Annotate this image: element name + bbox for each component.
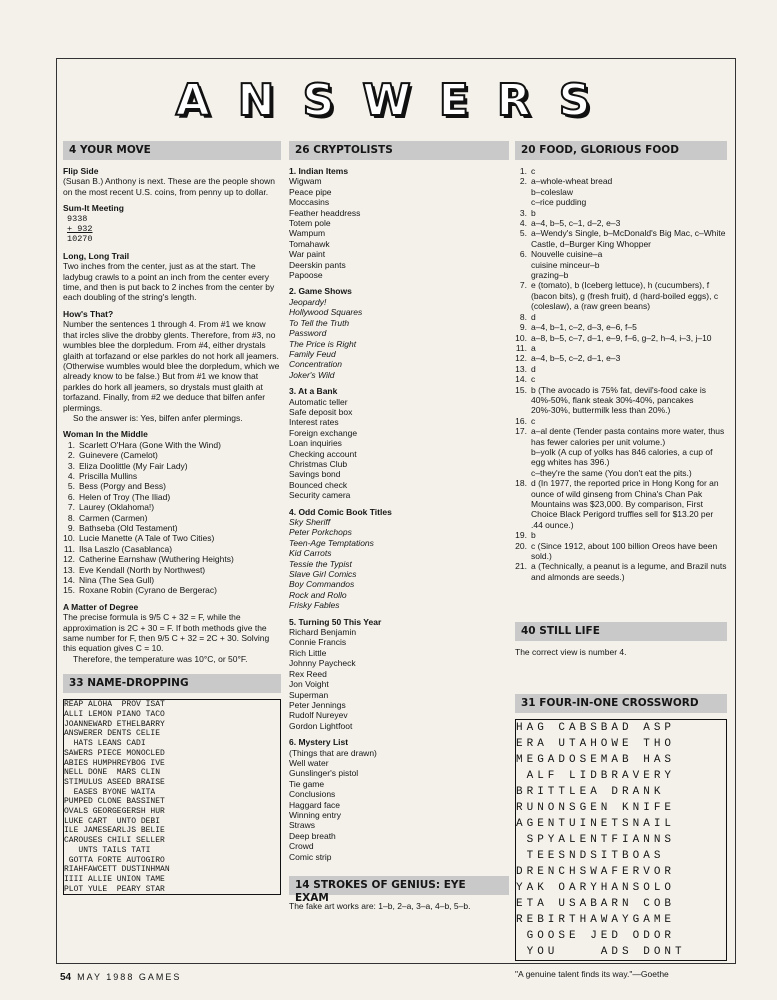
- list-item: [63, 513, 281, 523]
- cryptolist-item: Straws: [289, 820, 315, 831]
- answer-line: grazing–b: [531, 270, 569, 281]
- page-number: 54: [60, 972, 72, 983]
- grid-row: AGENTUINETSNAIL: [516, 817, 676, 830]
- grid-row: UNTS TAILS TATI: [64, 845, 165, 855]
- sum-line: 9338: [67, 213, 88, 224]
- grid-row: ERA UTAHOWE THO: [516, 737, 676, 750]
- list-text: Roxane Robin (Cyrano de Bergerac): [79, 585, 217, 596]
- sum-line: 10270: [67, 234, 93, 245]
- issue-line: MAY 1988 GAMES: [77, 972, 182, 982]
- answer-number: 20.: [515, 540, 527, 551]
- list-text: Ilsa Laszlo (Casablanca): [79, 543, 173, 554]
- food-answer: [515, 478, 727, 530]
- cryptolist-item: Teen-Age Temptations: [289, 537, 374, 548]
- cryptolist-item: Jeopardy!: [289, 296, 327, 307]
- grid-row: ANSWERER DENTS CELIE: [64, 729, 165, 739]
- section-header-food: 20 FOOD, GLORIOUS FOOD: [515, 141, 727, 160]
- cryptolist-item: Hollywood Squares: [289, 307, 363, 318]
- section-header-crossword: 31 FOUR-IN-ONE CROSSWORD: [515, 694, 727, 713]
- cryptolist-item: Wampum: [289, 228, 326, 239]
- cryptolist-item: Totem pole: [289, 218, 331, 229]
- cryptolist-item: Johnny Paycheck: [289, 658, 356, 669]
- cryptolist-item: Gunslinger's pistol: [289, 768, 359, 779]
- answer-line: d: [531, 363, 536, 374]
- answer-line: d: [531, 311, 536, 322]
- cryptolist-item: Peter Porkchops: [289, 527, 352, 538]
- grid-row: OVALS GEORGEGERSH HUR: [64, 807, 165, 817]
- grid-row: REAP ALOHA PROV ISAT: [64, 700, 165, 710]
- food-answer: [515, 176, 727, 207]
- flip-side-title: Flip Side: [63, 166, 99, 176]
- list-number: 12.: [63, 554, 75, 565]
- answer-line: c: [531, 374, 536, 385]
- cryptolist-item: Kid Carrots: [289, 548, 332, 559]
- food-answer: [515, 385, 727, 416]
- answer-line: a–4, b–1, c–2, d–3, e–6, f–5: [531, 322, 637, 333]
- answer-number: 12.: [515, 353, 527, 364]
- list-number: 13.: [63, 564, 75, 575]
- grid-row: YAK OARYHANSOLO: [516, 881, 676, 894]
- answer-number: 16.: [515, 415, 527, 426]
- list-item: [63, 450, 281, 460]
- grid-row: JOANNEWARD ETHELBARRY: [64, 719, 165, 729]
- cryptolist-item: Papoose: [289, 270, 323, 281]
- list-item: [63, 523, 281, 533]
- grid-row: ILE JAMESEARLJS BELIE: [64, 826, 165, 836]
- cryptolist-item: Boy Commandos: [289, 579, 355, 590]
- list-text: Helen of Troy (The Iliad): [79, 491, 171, 502]
- grid-row: BRITTLEA DRANK: [516, 785, 676, 798]
- four-in-one-crossword-grid: [515, 719, 727, 961]
- sum-it-title: Sum-It Meeting: [63, 203, 124, 214]
- list-item: [63, 440, 281, 450]
- grid-row: STIMULUS ASEED BRAISE: [64, 777, 165, 787]
- list-text: Catherine Earnshaw (Wuthering Heights): [79, 554, 234, 565]
- food-answer: [515, 364, 727, 374]
- cryptolist-item: Tomahawk: [289, 238, 330, 249]
- answer-line: c: [531, 415, 536, 426]
- grid-row: ABIES HUMPHREYBOG IVE: [64, 758, 165, 768]
- cryptolist-item: To Tell the Truth: [289, 317, 350, 328]
- grid-row: HATS LEANS CADI: [64, 739, 165, 749]
- cryptolist-item: Sky Sheriff: [289, 517, 331, 527]
- food-answer: [515, 343, 727, 353]
- cryptolist-item: Moccasins: [289, 197, 330, 208]
- answer-line: b (The avocado is 75% fat, devil's-food cake is 40%-50%, flank steak 30%-40%, pancakes 20%-30%, buttermilk less than 20%.): [531, 384, 707, 416]
- answer-number: 15.: [515, 384, 527, 395]
- grid-row: TEESNDSITBOAS: [516, 849, 676, 862]
- food-answer: [515, 530, 727, 540]
- woman-middle-title: Woman In the Middle: [63, 429, 148, 440]
- cryptolist-item: Crowd: [289, 841, 314, 852]
- cryptolist-item: Frisky Fables: [289, 600, 340, 611]
- answer-line: c–they're the same (You don't eat the pits.): [531, 467, 692, 478]
- list-number: 6.: [67, 491, 75, 502]
- list-item: [63, 544, 281, 554]
- long-trail-title: Long, Long Trail: [63, 250, 130, 261]
- list-number: 5.: [67, 481, 75, 492]
- hows-that-title: How's That?: [63, 308, 114, 319]
- degree-answer: Therefore, the temperature was 10°C, or 50°F.: [73, 653, 248, 664]
- food-answer: [515, 208, 727, 218]
- cryptolist-item: Password: [289, 328, 327, 339]
- cryptolist-item: Rudolf Nureyev: [289, 710, 348, 721]
- list-number: 7.: [67, 502, 75, 513]
- cryptolist-title: 6. Mystery List: [289, 737, 349, 748]
- grid-row: YOU ADS DONT: [516, 945, 686, 958]
- answer-line: a (Technically, a peanut is a legume, and Brazil nuts and almonds are seeds.): [531, 561, 727, 582]
- cryptolist-title: 2. Game Shows: [289, 286, 352, 297]
- answer-number: 4.: [519, 218, 527, 229]
- cryptolist-item: Connie Francis: [289, 637, 347, 648]
- food-answer: [515, 166, 727, 176]
- list-item: [63, 554, 281, 564]
- cryptolist-item: Feather headdress: [289, 207, 361, 218]
- food-answer: [515, 561, 727, 582]
- cryptolist-title: 5. Turning 50 This Year: [289, 616, 382, 627]
- cryptolist-item: Foreign exchange: [289, 427, 358, 438]
- answer-line: cuisine minceur–b: [531, 259, 600, 270]
- answer-line: Nouvelle cuisine–a: [531, 249, 603, 260]
- answer-line: a–al dente (Tender pasta contains more water, thus has fewer calories per unit volume.): [531, 426, 725, 447]
- list-item: [63, 492, 281, 502]
- grid-row: MEGADOSEMAB HAS: [516, 753, 676, 766]
- cryptolist-item: Well water: [289, 757, 329, 768]
- cryptolist-item: Savings bond: [289, 469, 341, 480]
- cryptolist-item: Security camera: [289, 490, 351, 501]
- list-number: 14.: [63, 575, 75, 586]
- grid-row: ALLI LEMON PIANO TACO: [64, 709, 165, 719]
- page-title: ANSWERS: [175, 75, 619, 126]
- section-header-still-life: 40 STILL LIFE: [515, 622, 727, 641]
- food-answer: [515, 228, 727, 249]
- food-answer: [515, 426, 727, 478]
- answer-line: b–yolk (A cup of yolks has 846 calories, a cup of egg whites has 396.): [531, 446, 713, 468]
- cryptolist-item: Deep breath: [289, 830, 336, 841]
- cryptolist-item: Joker's Wild: [289, 369, 335, 380]
- answer-number: 11.: [515, 342, 527, 353]
- cryptolist-item: Richard Benjamin: [289, 627, 357, 638]
- grid-row: RUNONSGEN KNIFE: [516, 801, 676, 814]
- list-number: 1.: [67, 439, 75, 450]
- cryptolist-item: Winning entry: [289, 809, 341, 820]
- list-text: Scarlett O'Hara (Gone With the Wind): [79, 439, 221, 450]
- answer-line: c–rice pudding: [531, 197, 587, 208]
- strokes-text: The fake art works are: 1–b, 2–a, 3–a, 4–b, 5–b.: [289, 901, 471, 911]
- section-header-strokes: 14 STROKES OF GENIUS: EYE EXAM: [289, 876, 509, 895]
- food-answer: [515, 353, 727, 363]
- answer-line: e (tomato), b (Iceberg lettuce), h (cucumbers), f (bacon bits), g (fresh fruit), d (hard-boiled eggs), c (coleslaw), a (raw green beans): [531, 280, 719, 312]
- list-item: [63, 575, 281, 585]
- degree-text: The precise formula is 9/5 C + 32 = F, while the approximation is 2C + 30 = F. If both methods give the same number for F, then 9/5 C + 32 = 2C + 30. Solving this equation gives C = 10.: [63, 612, 270, 654]
- list-number: 10.: [63, 533, 75, 544]
- cryptolist-item: Superman: [289, 689, 329, 700]
- grid-row: GOOSE JED ODOR: [516, 929, 676, 942]
- list-number: 3.: [67, 460, 75, 471]
- list-number: 9.: [67, 523, 75, 533]
- hows-that-text: Number the sentences 1 through 4. From #1 we know that ircles slive the drobby glents. Therefore, from #3, no wumbles blee the dorpledum. From #4, either drystals glaith at torfazand or else parkles do not hork all jeamers. (Otherwise wumbles would blee the dorpledum, which we already know to be false.) But from #1 we know that parkles do hork all jeamers, so drystals must glaith at torfazand. Finally, from #2 we deduce that bilfen anfer plermings.: [63, 319, 280, 413]
- grid-row: PUMPED CLONE BASSINET: [64, 797, 165, 807]
- cryptolists-sections: [289, 166, 509, 862]
- grid-row: GOTTA FORTE AUTOGIRO: [64, 855, 165, 865]
- sum-it-answer: [63, 214, 281, 245]
- name-dropping-grid: [63, 699, 281, 895]
- list-item: [63, 481, 281, 491]
- column-right: [515, 141, 727, 979]
- list-number: 4.: [67, 470, 75, 481]
- list-item: [63, 461, 281, 471]
- list-item: [63, 533, 281, 543]
- cryptolist-item: War paint: [289, 249, 326, 260]
- hows-that-answer: So the answer is: Yes, bilfen anfer plermings.: [73, 412, 243, 423]
- food-answer: [515, 374, 727, 384]
- grid-row: PLOT YULE PEARY STAR: [64, 884, 165, 894]
- list-number: 15.: [63, 585, 75, 596]
- list-item: [63, 502, 281, 512]
- answer-line: c: [531, 166, 536, 176]
- cryptolist-item: Haggard face: [289, 799, 341, 810]
- answer-number: 13.: [515, 363, 527, 374]
- answer-line: b–coleslaw: [531, 186, 574, 197]
- list-text: Lucie Manette (A Tale of Two Cities): [79, 533, 215, 544]
- list-number: 8.: [67, 512, 75, 523]
- cryptolist-item: Tie game: [289, 778, 325, 789]
- cryptolist-item: Checking account: [289, 448, 357, 459]
- grid-row: CAROUSES CHILI SELLER: [64, 836, 165, 846]
- list-item: [63, 585, 281, 595]
- answer-number: 1.: [519, 166, 527, 176]
- cryptolist-title: 1. Indian Items: [289, 166, 349, 176]
- grid-row: ALF LIDBRAVERY: [516, 769, 676, 782]
- cryptolist-item: Comic strip: [289, 851, 332, 862]
- cryptolist-item: Rich Little: [289, 647, 327, 658]
- list-text: Bathseba (Old Testament): [79, 523, 178, 533]
- grid-row: HAG CABSBAD ASP: [516, 721, 676, 734]
- answer-number: 19.: [515, 530, 527, 541]
- answer-number: 7.: [519, 280, 527, 291]
- grid-row: LUKE CART UNTO DEBI: [64, 816, 165, 826]
- grid-row: RIAHFAWCETT DUSTINHMAN: [64, 865, 170, 875]
- answer-number: 9.: [519, 322, 527, 333]
- still-life-text: The correct view is number 4.: [515, 647, 627, 658]
- section-header-name-dropping: 33 NAME-DROPPING: [63, 674, 281, 693]
- answer-line: a–Wendy's Single, b–McDonald's Big Mac, c–White Castle, d–Burger King Whopper: [531, 228, 726, 249]
- food-answer-list: [515, 166, 727, 582]
- list-text: Guinevere (Camelot): [79, 450, 158, 461]
- cryptolist-item: Loan inquiries: [289, 438, 342, 449]
- answer-line: a–whole-wheat bread: [531, 176, 613, 187]
- section-header-your-move: 4 YOUR MOVE: [63, 141, 281, 160]
- grid-row: SPYALENTFIANNS: [516, 833, 676, 846]
- food-answer: [515, 218, 727, 228]
- cryptolist-item: Peter Jennings: [289, 699, 346, 710]
- cryptolist-item: Rock and Rollo: [289, 589, 347, 600]
- woman-middle-list: [63, 440, 281, 596]
- cryptolist-item: Conclusions: [289, 789, 336, 800]
- answer-line: a: [531, 342, 536, 353]
- grid-row: REBIRTHAWAYGAME: [516, 913, 676, 926]
- food-answer: [515, 322, 727, 332]
- food-answer: [515, 541, 727, 562]
- column-left: [63, 141, 281, 895]
- long-trail-text: Two inches from the center, just as at the start. The ladybug crawls to a point an inch from the center every time, and then is put back to 2 inches from the center by each doubling of the string's length.: [63, 261, 275, 303]
- list-number: 2.: [67, 450, 75, 461]
- cryptolist-item: Interest rates: [289, 417, 339, 428]
- answer-line: c (Since 1912, about 100 billion Oreos have been sold.): [531, 540, 718, 562]
- grid-row: NELL DONE MARS CLIN: [64, 768, 165, 778]
- answer-line: d (In 1977, the reported price in Hong Kong for an ounce of wild ginseng from China's Chan Pak Mountains was $23,000. By comparison, First Choice Black Perigord truffles sell for $13.20 per .44 ounce.): [531, 478, 719, 530]
- answer-number: 5.: [519, 228, 527, 239]
- cryptolist-item: Automatic teller: [289, 396, 348, 407]
- list-item: [63, 471, 281, 481]
- cryptolist-item: Christmas Club: [289, 458, 348, 469]
- cryptolist-item: (Things that are drawn): [289, 747, 377, 758]
- answer-line: a–4, b–5, c–1, d–2, e–3: [531, 218, 621, 229]
- list-text: Eve Kendall (North by Northwest): [79, 564, 206, 575]
- food-answer: [515, 249, 727, 280]
- grid-row: ETA USABARN COB: [516, 897, 676, 910]
- cryptolist-item: Bounced check: [289, 479, 348, 490]
- cryptolist-item: Jon Voight: [289, 679, 329, 690]
- list-text: Eliza Doolittle (My Fair Lady): [79, 460, 188, 471]
- flip-side-text: (Susan B.) Anthony is next. These are the people shown on the most recent U.S. coins, from penny up to dollar.: [63, 176, 276, 197]
- page-footer: [60, 972, 181, 983]
- cryptolist-item: Family Feud: [289, 348, 336, 359]
- answer-number: 14.: [515, 374, 527, 385]
- answer-number: 3.: [519, 207, 527, 218]
- sum-line: + 932: [67, 224, 93, 235]
- grid-row: IIII ALLIE UNION TAME: [64, 874, 165, 884]
- list-text: Nina (The Sea Gull): [79, 575, 155, 586]
- cryptolist-item: Rex Reed: [289, 668, 327, 679]
- answer-number: 8.: [519, 311, 527, 322]
- grid-row: EASES BYONE WAITA: [64, 787, 165, 797]
- grid-row: SAWERS PIECE MONOCLED: [64, 748, 165, 758]
- answer-number: 17.: [515, 426, 527, 437]
- cryptolist-item: Peace pipe: [289, 186, 332, 197]
- answer-number: 18.: [515, 478, 527, 489]
- grid-row: DRENCHSWAFERVOR: [516, 865, 676, 878]
- cryptolist-item: The Price is Right: [289, 338, 357, 349]
- cryptolist-title: 4. Odd Comic Book Titles: [289, 506, 392, 517]
- answer-line: a–8, b–5, c–7, d–1, e–9, f–6, g–2, h–4, i–3, j–10: [531, 332, 712, 343]
- cryptolist-item: Wigwam: [289, 176, 322, 187]
- column-middle: [289, 141, 509, 911]
- cryptolist-item: Deerskin pants: [289, 259, 346, 270]
- list-text: Bess (Porgy and Bess): [79, 481, 166, 492]
- list-text: Priscilla Mullins: [79, 470, 138, 481]
- list-number: 11.: [63, 543, 75, 554]
- list-text: Carmen (Carmen): [79, 512, 148, 523]
- answer-number: 10.: [515, 332, 527, 343]
- section-header-cryptolists: 26 CRYPTOLISTS: [289, 141, 509, 160]
- answer-line: b: [531, 207, 536, 218]
- answer-number: 21.: [515, 561, 527, 572]
- cryptolist-title: 3. At a Bank: [289, 386, 338, 397]
- cryptolist-item: Gordon Lightfoot: [289, 720, 353, 731]
- food-answer: [515, 280, 727, 311]
- cryptolist-item: Safe deposit box: [289, 406, 353, 417]
- answer-line: b: [531, 530, 536, 541]
- food-answer: [515, 333, 727, 343]
- food-answer: [515, 312, 727, 322]
- cryptolist-item: Concentration: [289, 359, 342, 370]
- answer-number: 2.: [519, 176, 527, 187]
- degree-title: A Matter of Degree: [63, 601, 139, 612]
- cryptolist-item: Slave Girl Comics: [289, 569, 357, 580]
- cryptolist-item: Tessie the Typist: [289, 558, 352, 569]
- list-item: [63, 565, 281, 575]
- answer-number: 6.: [519, 249, 527, 260]
- food-answer: [515, 416, 727, 426]
- list-text: Laurey (Oklahoma!): [79, 502, 155, 513]
- crossword-quote: "A genuine talent finds its way."—Goethe: [515, 968, 669, 979]
- answer-line: a–4, b–5, c–2, d–1, e–3: [531, 353, 621, 364]
